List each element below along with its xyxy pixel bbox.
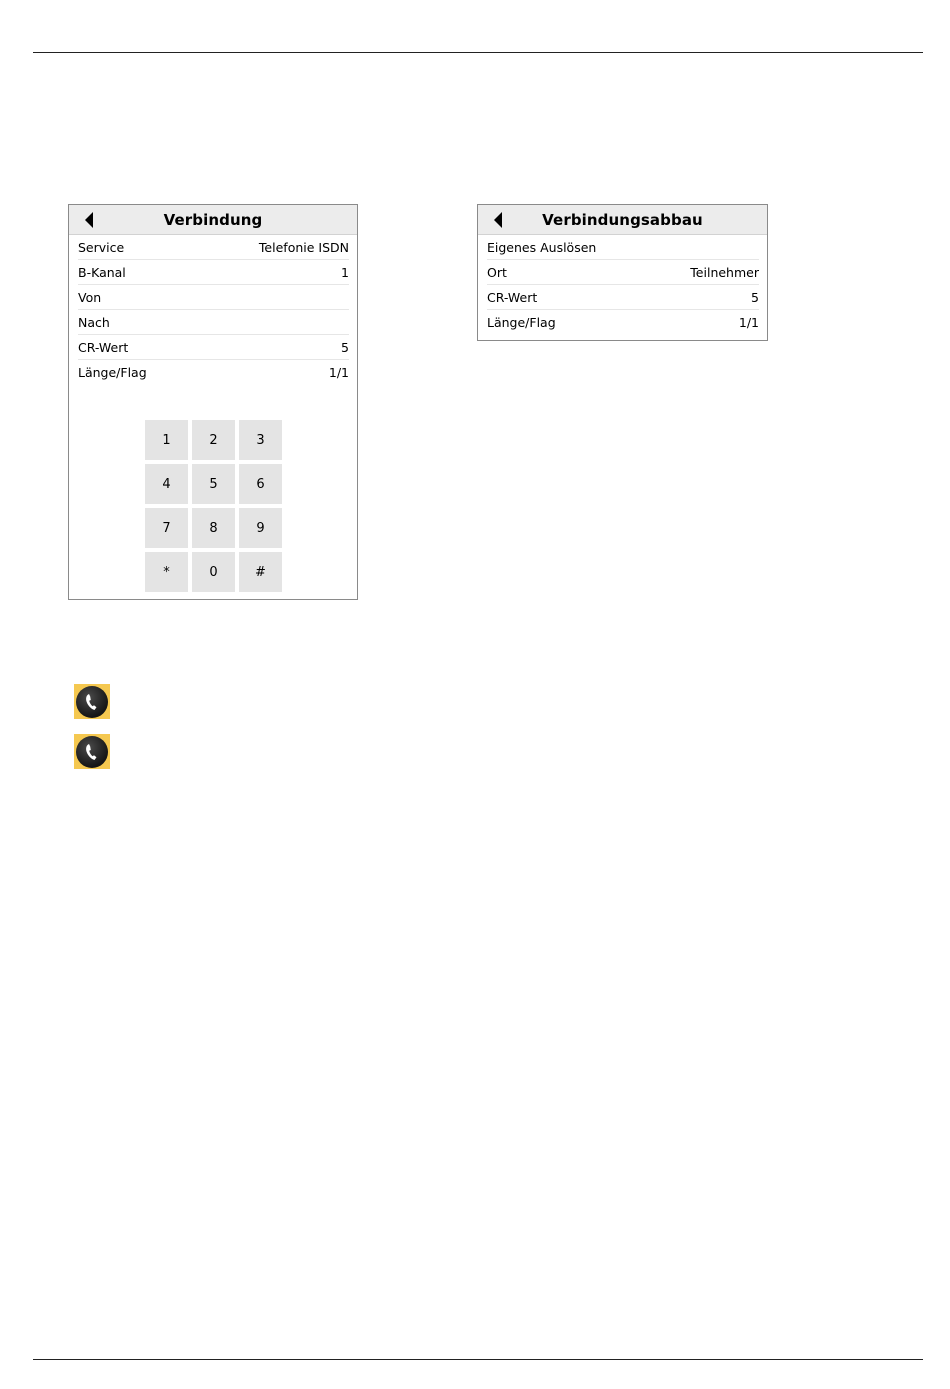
row-cr-wert: [78, 335, 349, 360]
header-rule: [33, 52, 923, 53]
footer-rule: [33, 1359, 923, 1360]
info-list: [69, 235, 357, 385]
row-label: Nach: [78, 314, 110, 330]
row-label: Ort: [487, 264, 507, 280]
row-eigenes-ausloesen: [487, 235, 759, 260]
row-ort: [487, 260, 759, 285]
row-value: 1/1: [738, 315, 759, 330]
row-b-kanal: [78, 260, 349, 285]
key-0[interactable]: 0: [192, 552, 235, 592]
call-key-button[interactable]: [74, 734, 110, 769]
row-label: Eigenes Auslösen: [487, 239, 597, 255]
row-label: Länge/Flag: [78, 365, 147, 380]
row-label: Service: [78, 239, 125, 255]
row-label: B-Kanal: [78, 264, 126, 280]
row-value: Teilnehmer: [690, 264, 759, 280]
key-3[interactable]: 3: [239, 420, 282, 460]
key-6[interactable]: 6: [239, 464, 282, 504]
key-7[interactable]: 7: [145, 508, 188, 548]
phone-handset-icon: [76, 686, 108, 718]
back-arrow-icon[interactable]: [494, 212, 502, 228]
title-bar: [478, 205, 767, 235]
back-arrow-icon[interactable]: [85, 212, 93, 228]
key-9[interactable]: 9: [239, 508, 282, 548]
row-nach: [78, 310, 349, 335]
info-list: [478, 235, 767, 335]
key-5[interactable]: 5: [192, 464, 235, 504]
dial-keypad: [145, 420, 282, 592]
row-value: 1: [341, 264, 349, 280]
key-hash[interactable]: #: [239, 552, 282, 592]
row-value: Telefonie ISDN: [258, 239, 349, 255]
row-label: Länge/Flag: [487, 315, 556, 330]
row-label: CR-Wert: [487, 289, 538, 305]
row-value: 1/1: [328, 365, 349, 380]
title-bar: [69, 205, 357, 235]
call-key-button[interactable]: [74, 684, 110, 719]
key-4[interactable]: 4: [145, 464, 188, 504]
key-star[interactable]: *: [145, 552, 188, 592]
row-label: CR-Wert: [78, 339, 129, 355]
row-value: 5: [751, 289, 759, 305]
row-von: [78, 285, 349, 310]
row-label: Von: [78, 289, 102, 305]
key-2[interactable]: 2: [192, 420, 235, 460]
row-service: [78, 235, 349, 260]
row-value: 5: [341, 339, 349, 355]
key-1[interactable]: 1: [145, 420, 188, 460]
screen-title: Verbindung: [163, 210, 263, 229]
row-cr-wert: [487, 285, 759, 310]
row-laenge-flag: [487, 310, 759, 335]
phone-handset-icon: [76, 736, 108, 768]
key-8[interactable]: 8: [192, 508, 235, 548]
screen-verbindungsabbau: [477, 204, 768, 341]
screen-title: Verbindungsabbau: [542, 210, 703, 229]
row-laenge-flag: [78, 360, 349, 385]
screen-verbindung: [68, 204, 358, 600]
